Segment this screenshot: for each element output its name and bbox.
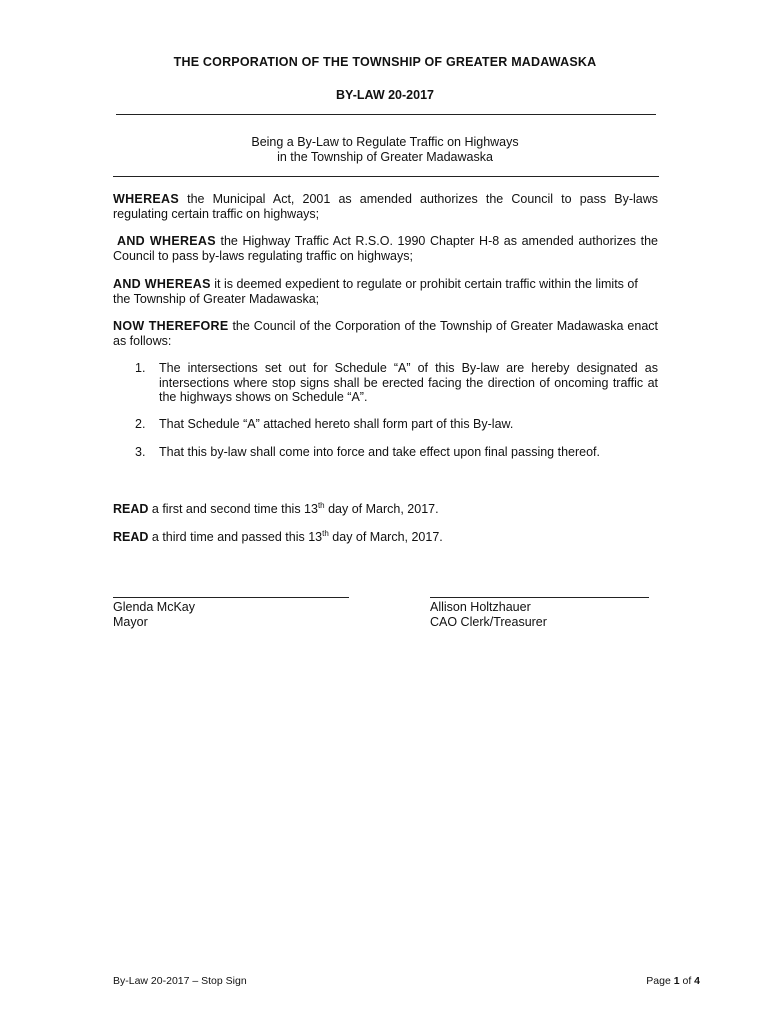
reading-ordinal: th [317,501,325,510]
recital-keyword: AND WHEREAS [113,277,211,291]
list-item [135,417,658,432]
clause-number: 1. [135,361,146,375]
recital-keyword: WHEREAS [113,192,179,206]
clause-text: The intersections set out for Schedule “A” of this By-law are hereby designated as intersections where stop signs shall be erected facing the direction of oncoming traffic at the highways shows on Schedule “A”. [159,361,658,404]
reading-text: a first and second time this 13 [148,502,318,516]
clause-text: That Schedule “A” attached hereto shall form part of this By-law. [159,417,514,431]
reading-keyword: READ [113,502,149,516]
footer-page-number [646,975,700,987]
page-of: of [679,975,695,987]
document-title: THE CORPORATION OF THE TOWNSHIP OF GREATER MADAWASKA [173,55,597,69]
signatory-title: CAO Clerk/Treasurer [430,614,547,629]
bylaw-subtitle [0,135,770,165]
signature-line [113,597,349,598]
list-item [135,445,658,460]
recital-whereas [113,192,658,222]
recital-text: the Highway Traffic Act R.S.O. 1990 Chapter H-8 as amended authorizes the Council to pass by-laws regulating traffic on highways; [113,234,659,263]
signature-line [430,597,649,598]
subtitle-line-1: Being a By-Law to Regulate Traffic on Highways [251,135,519,149]
clause-number: 3. [135,445,146,459]
signatory-title: Mayor [113,614,148,629]
recital-now-therefore [113,319,658,349]
subtitle-line-2: in the Township of Greater Madawaska [277,150,493,164]
clause-number: 2. [135,417,146,431]
recital-keyword: NOW THEREFORE [113,319,229,333]
recital-and-whereas-1 [113,234,658,264]
reading-date: day of March, 2017. [324,502,439,516]
signatory-name: Allison Holtzhauer [430,600,531,614]
bylaw-number: BY-LAW 20-2017 [336,88,434,102]
recital-keyword: AND WHEREAS [117,234,216,248]
footer-document-label: By-Law 20-2017 – Stop Sign [113,975,247,987]
signatory-name: Glenda McKay [113,600,195,614]
third-reading [113,529,443,544]
page-total: 4 [694,975,700,987]
reading-text: a third time and passed this 13 [148,530,323,544]
clause-list [135,361,658,405]
reading-date: day of March, 2017. [328,530,443,544]
clause-text: That this by-law shall come into force and take effect upon final passing thereof. [159,445,600,459]
subtitle-divider [113,176,659,177]
first-reading [113,501,439,516]
recital-text: the Municipal Act, 2001 as amended authorizes the Council to pass By-laws regulating certain traffic on highways; [113,192,658,221]
recital-and-whereas-2 [113,277,658,307]
clause-list-2 [135,417,658,432]
page-current: 1 [673,975,680,987]
recital-text: the Council of the Corporation of the Township of Greater Madawaska enact as follows: [113,319,658,348]
signature-block-mayor [113,597,349,629]
page-label: Page [646,975,674,987]
list-item [135,361,658,405]
clause-list-3 [135,445,658,460]
title-divider [116,114,656,115]
reading-keyword: READ [113,530,149,544]
recital-text: it is deemed expedient to regulate or prohibit certain traffic within the limits of the Township of Greater Madawaska; [113,277,638,306]
signature-block-clerk [430,597,649,629]
reading-ordinal: th [322,529,329,538]
